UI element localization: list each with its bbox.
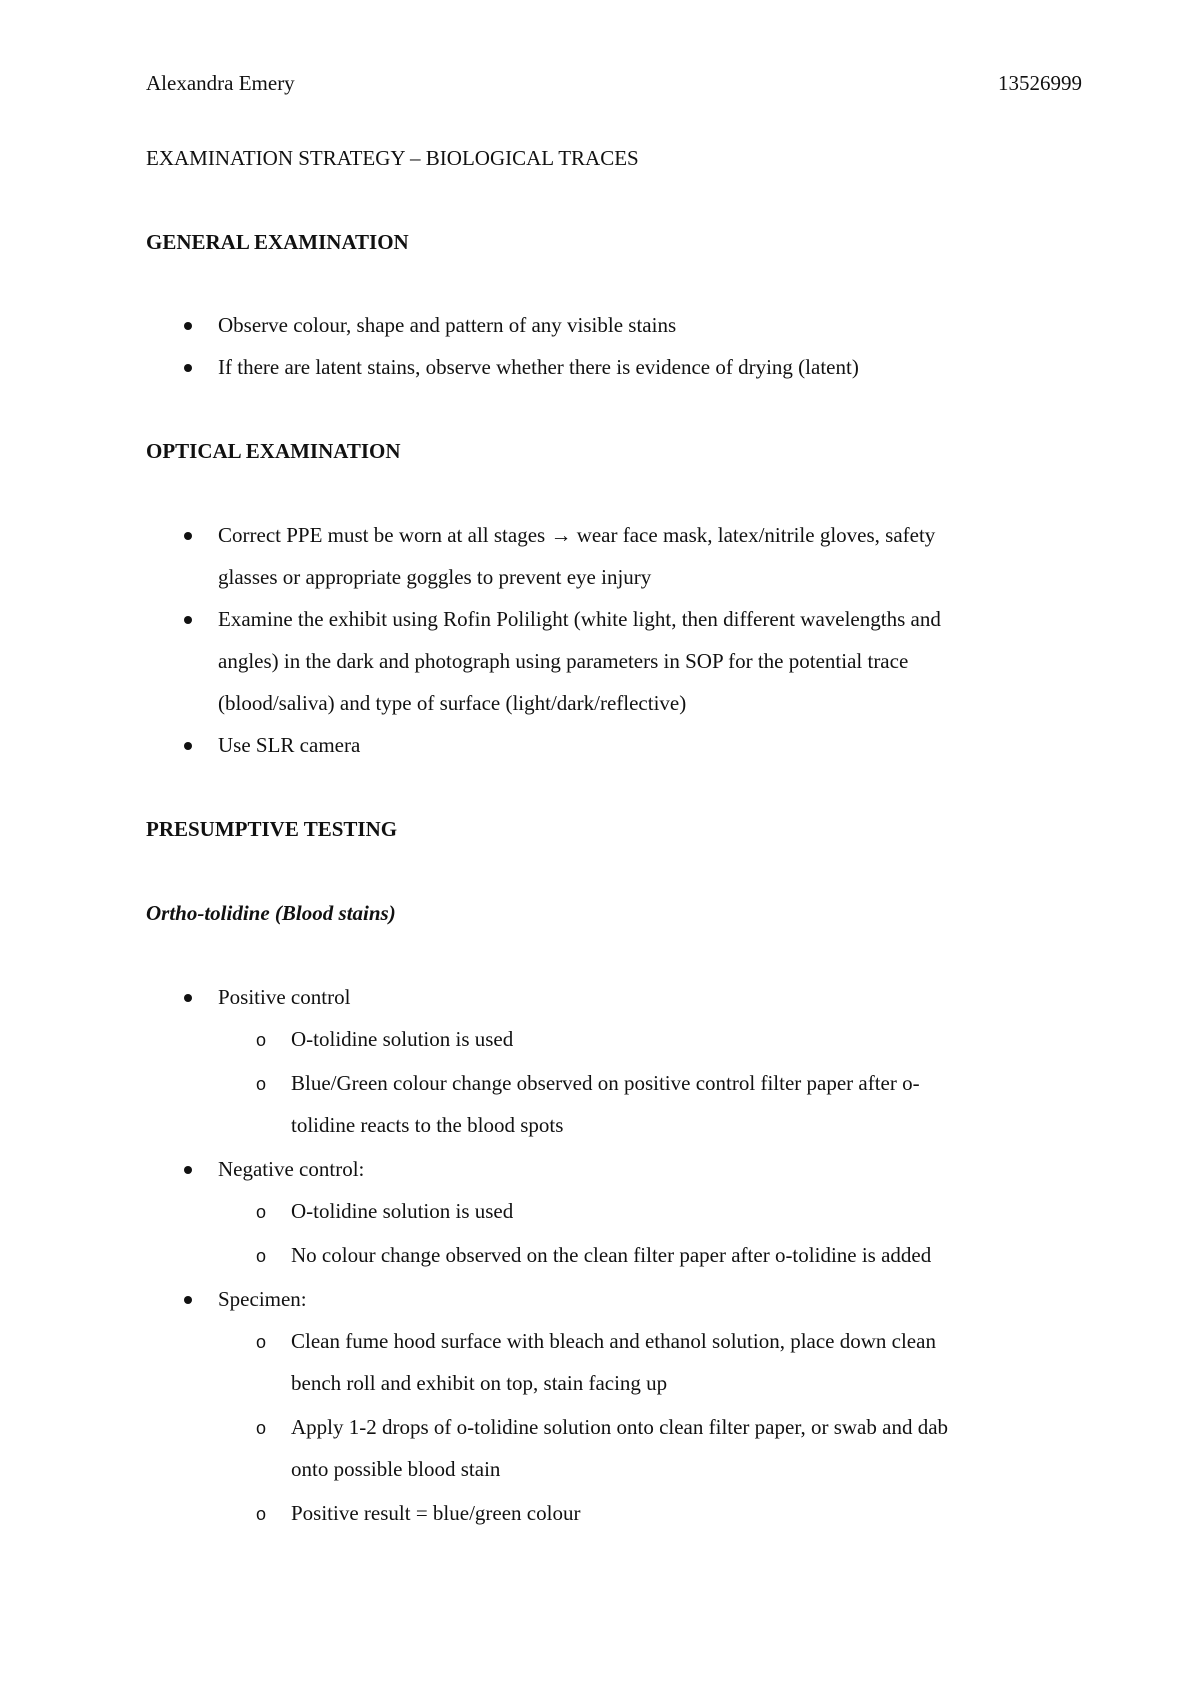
list-item: Positive control	[218, 985, 351, 1009]
sub-list-item-line: O-tolidine solution is used	[291, 1199, 514, 1223]
bullet-icon	[184, 1166, 192, 1174]
sub-list-item-line: O-tolidine solution is used	[291, 1027, 514, 1051]
section-heading-optical: OPTICAL EXAMINATION	[146, 439, 401, 463]
document-title: EXAMINATION STRATEGY – BIOLOGICAL TRACES	[146, 146, 639, 170]
list-item-line: Correct PPE must be worn at all stages → wear face mask, latex/nitrile gloves, safety	[218, 523, 936, 547]
sub-bullet-icon: o	[256, 1030, 267, 1050]
sub-list-item-line: Clean fume hood surface with bleach and ethanol solution, place down clean	[291, 1329, 936, 1353]
sub-list-item-line: Positive result = blue/green colour	[291, 1501, 581, 1525]
author-name: Alexandra Emery	[146, 71, 295, 95]
list-item-line: angles) in the dark and photograph using parameters in SOP for the potential trace	[218, 649, 909, 673]
sub-list-item-line: No colour change observed on the clean filter paper after o-tolidine is added	[291, 1243, 932, 1267]
bullet-icon	[184, 994, 192, 1002]
list-item-line: Examine the exhibit using Rofin Polilight (white light, then different wavelengths and	[218, 607, 941, 631]
subsection-heading: Ortho-tolidine (Blood stains)	[146, 901, 396, 925]
sub-list-item-line: bench roll and exhibit on top, stain facing up	[291, 1371, 668, 1395]
sub-list-item-line: onto possible blood stain	[291, 1457, 501, 1481]
bullet-icon	[184, 616, 192, 624]
sub-bullet-icon: o	[256, 1246, 267, 1266]
bullet-icon	[184, 322, 192, 330]
sub-bullet-icon: o	[256, 1202, 267, 1222]
bullet-icon	[184, 364, 192, 372]
section-heading-general: GENERAL EXAMINATION	[146, 230, 409, 254]
list-item: Negative control:	[218, 1157, 365, 1181]
list-item: Observe colour, shape and pattern of any visible stains	[218, 313, 677, 337]
sub-bullet-icon: o	[256, 1418, 267, 1438]
sub-list-item-line: tolidine reacts to the blood spots	[291, 1113, 564, 1137]
list-item-line: glasses or appropriate goggles to prevent eye injury	[218, 565, 652, 589]
bullet-icon	[184, 1296, 192, 1304]
sub-list-item-line: Blue/Green colour change observed on positive control filter paper after o-	[291, 1071, 920, 1095]
sub-bullet-icon: o	[256, 1332, 267, 1352]
list-item: If there are latent stains, observe whether there is evidence of drying (latent)	[218, 355, 859, 379]
list-item-line: (blood/saliva) and type of surface (light/dark/reflective)	[218, 691, 687, 715]
sub-bullet-icon: o	[256, 1504, 267, 1524]
list-item-line: Use SLR camera	[218, 733, 361, 757]
sub-list-item-line: Apply 1-2 drops of o-tolidine solution onto clean filter paper, or swab and dab	[291, 1415, 949, 1439]
list-item: Specimen:	[218, 1287, 307, 1311]
sub-bullet-icon: o	[256, 1074, 267, 1094]
bullet-icon	[184, 532, 192, 540]
bullet-icon	[184, 742, 192, 750]
section-heading-presumptive: PRESUMPTIVE TESTING	[146, 817, 398, 841]
student-id: 13526999	[998, 71, 1082, 95]
